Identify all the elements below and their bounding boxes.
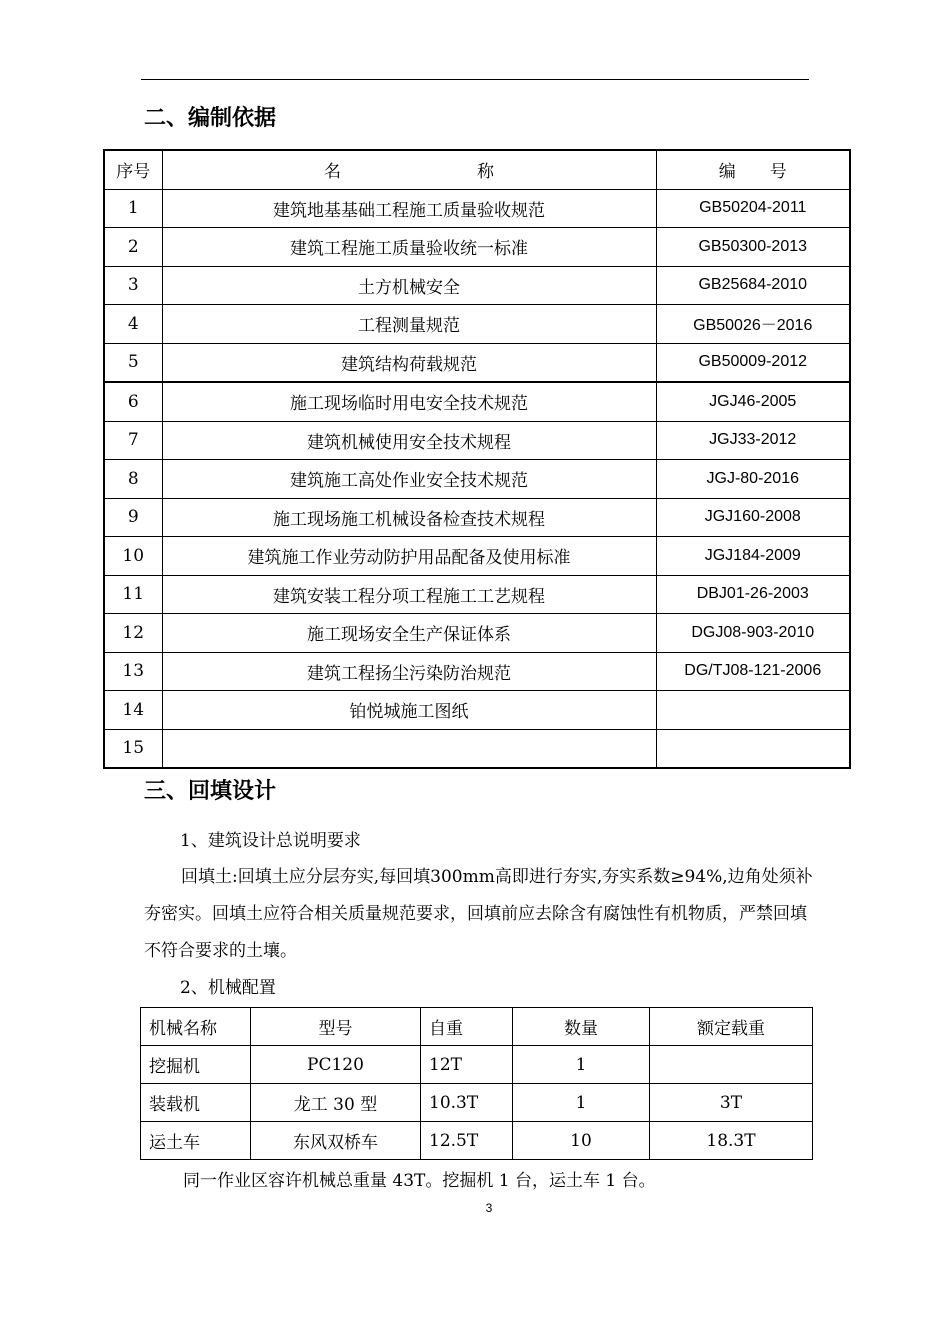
machinery-note: 同一作业区容许机械总重量 43T。挖掘机 1 台，运土车 1 台。 [183,1171,656,1191]
row-no: 2 [104,228,162,267]
header-quantity: 数量 [513,1008,650,1046]
header-rule [141,79,809,80]
row-no: 9 [104,498,162,537]
row-name: 施工现场安全生产保证体系 [162,614,656,653]
row-code: GB50009-2012 [656,343,850,382]
machine-model: PC120 [251,1046,421,1084]
table-row [104,382,850,421]
row-code: JGJ46-2005 [656,382,850,421]
machine-rated-load: 3T [650,1084,813,1122]
machine-weight: 12T [421,1046,513,1084]
row-code: GB50300-2013 [656,228,850,267]
row-name: 建筑施工作业劳动防护用品配备及使用标准 [162,537,656,576]
row-code [656,691,850,730]
header-machine-name: 机械名称 [141,1008,251,1046]
row-name: 施工现场施工机械设备检查技术规程 [162,498,656,537]
row-code: DGJ08-903-2010 [656,614,850,653]
table-row [104,575,850,614]
row-no: 6 [104,382,162,421]
machine-rated-load [650,1046,813,1084]
row-no: 12 [104,614,162,653]
table-row [104,460,850,499]
row-name [162,729,656,768]
table-row [104,305,850,344]
row-no: 8 [104,460,162,499]
table-row [141,1046,813,1084]
row-name: 建筑结构荷载规范 [162,343,656,382]
row-name: 建筑安装工程分项工程施工工艺规程 [162,575,656,614]
row-name: 土方机械安全 [162,266,656,305]
row-name: 建筑工程扬尘污染防治规范 [162,652,656,691]
row-name: 铂悦城施工图纸 [162,691,656,730]
table-row [104,537,850,576]
row-no: 15 [104,729,162,768]
row-code: DBJ01-26-2003 [656,575,850,614]
row-name: 建筑地基基础工程施工质量验收规范 [162,189,656,228]
machine-name: 运土车 [141,1122,251,1160]
header-name: 名 称 [162,150,656,189]
row-name: 建筑工程施工质量验收统一标准 [162,228,656,267]
subheading-design-requirements: 1、建筑设计总说明要求 [180,831,361,851]
row-name: 建筑施工高处作业安全技术规范 [162,460,656,499]
table-row [104,652,850,691]
machine-model: 龙工 30 型 [251,1084,421,1122]
machine-name: 挖掘机 [141,1046,251,1084]
header-rated-load: 额定载重 [650,1008,813,1046]
row-code: JGJ-80-2016 [656,460,850,499]
machine-quantity: 10 [513,1122,650,1160]
machine-quantity: 1 [513,1046,650,1084]
machine-rated-load: 18.3T [650,1122,813,1160]
section-title-basis: 二、编制依据 [144,106,277,131]
table-row [141,1122,813,1160]
row-no: 13 [104,652,162,691]
row-code: JGJ33-2012 [656,421,850,460]
table-row [104,343,850,382]
row-no: 10 [104,537,162,576]
table-row [104,228,850,267]
machine-weight: 12.5T [421,1122,513,1160]
row-code: JGJ160-2008 [656,498,850,537]
machine-quantity: 1 [513,1084,650,1122]
row-no: 14 [104,691,162,730]
row-no: 4 [104,305,162,344]
row-no: 7 [104,421,162,460]
header-weight: 自重 [421,1008,513,1046]
backfill-paragraph: 回填土:回填土应分层夯实,每回填300mm高即进行夯实,夯实系数≥94%,边角处须补夯密实。回填土应符合相关质量规范要求，回填前应去除含有腐蚀性有机物质，严禁回填不符合要求的土壤。 [144,867,813,961]
page-number: 3 [485,1201,493,1215]
subheading-machinery: 2、机械配置 [180,978,276,998]
machine-name: 装载机 [141,1084,251,1122]
row-code: GB25684-2010 [656,266,850,305]
table-header-row [104,150,850,189]
table-row [104,189,850,228]
row-code [656,729,850,768]
table-header-row [141,1008,813,1046]
row-code: DG/TJ08-121-2006 [656,652,850,691]
machine-weight: 10.3T [421,1084,513,1122]
row-name: 施工现场临时用电安全技术规范 [162,382,656,421]
table-row [104,266,850,305]
row-name: 工程测量规范 [162,305,656,344]
table-row [104,729,850,768]
row-name: 建筑机械使用安全技术规程 [162,421,656,460]
row-no: 3 [104,266,162,305]
row-code: GB50026－2016 [656,305,850,344]
standards-table [103,149,851,769]
table-row [104,421,850,460]
row-code: JGJ184-2009 [656,537,850,576]
row-no: 11 [104,575,162,614]
machinery-table [140,1007,813,1160]
header-no: 序号 [104,150,162,189]
row-no: 1 [104,189,162,228]
header-code: 编 号 [656,150,850,189]
table-row [104,691,850,730]
header-model: 型号 [251,1008,421,1046]
section-title-backfill: 三、回填设计 [144,779,277,804]
table-row [104,498,850,537]
row-code: GB50204-2011 [656,189,850,228]
machine-model: 东风双桥车 [251,1122,421,1160]
table-row [141,1084,813,1122]
table-row [104,614,850,653]
row-no: 5 [104,343,162,382]
